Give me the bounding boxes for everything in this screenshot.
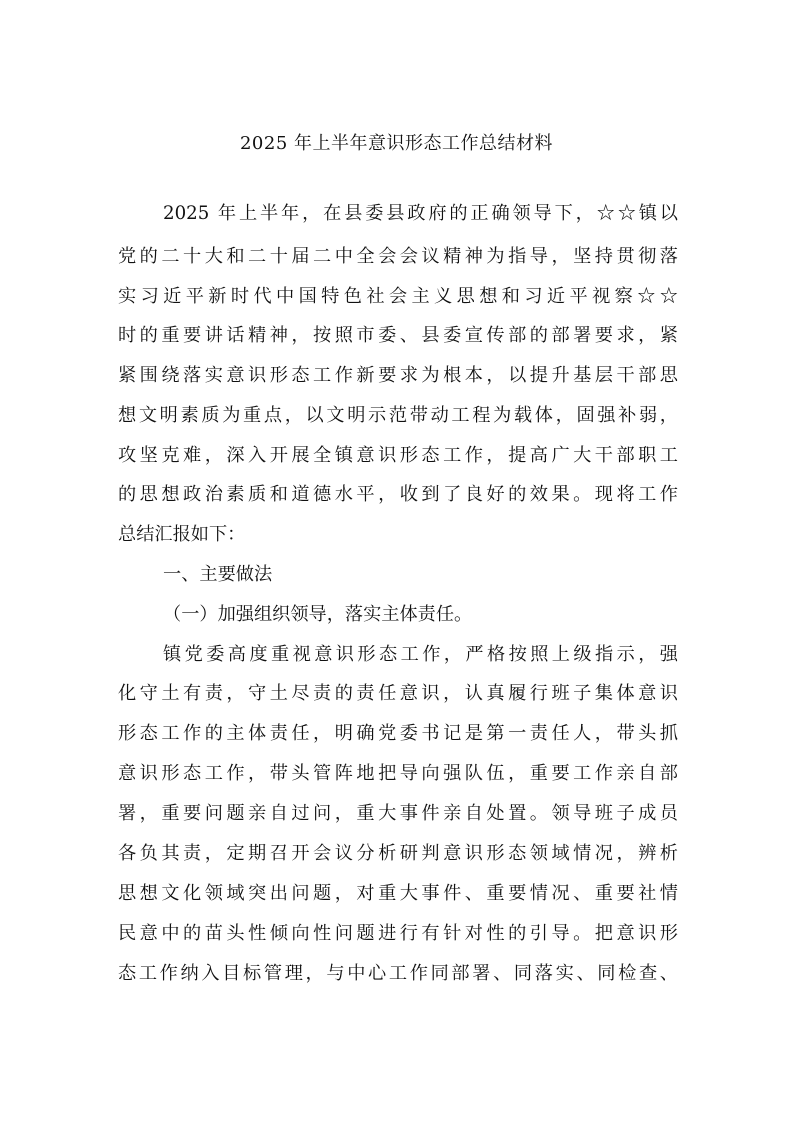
section-heading: 一、主要做法 [163, 564, 273, 585]
subsection-heading: （一）加强组织领导，落实主体责任。 [163, 604, 473, 625]
paragraph-line: 党的二十大和二十届二中全会会议精神为指导，坚持贯彻落 [118, 246, 678, 267]
paragraph-line: 实习近平新时代中国特色社会主义思想和习近平视察☆☆ [118, 286, 678, 307]
paragraph-line: 思想文化领域突出问题，对重大事件、重要情况、重要社情 [118, 883, 678, 904]
paragraph-line: 态工作纳入目标管理，与中心工作同部署、同落实、同检查、 [118, 963, 678, 984]
paragraph-line: 各负其责，定期召开会议分析研判意识形态领域情况，辨析 [118, 843, 678, 864]
paragraph-line: 攻坚克难，深入开展全镇意识形态工作，提高广大干部职工 [118, 445, 678, 466]
document-title: 2025 年上半年意识形态工作总结材料 [239, 133, 554, 154]
paragraph-line: 想文明素质为重点，以文明示范带动工程为载体，固强补弱， [118, 405, 678, 426]
paragraph-line: 署，重要问题亲自过问，重大事件亲自处置。领导班子成员 [118, 803, 678, 824]
paragraph-line: 镇党委高度重视意识形态工作，严格按照上级指示，强 [163, 644, 678, 665]
paragraph-line: 时的重要讲话精神，按照市委、县委宣传部的部署要求，紧 [118, 325, 678, 346]
paragraph-line: 意识形态工作，带头管阵地把导向强队伍，重要工作亲自部 [118, 763, 678, 784]
paragraph-line: 民意中的苗头性倾向性问题进行有针对性的引导。把意识形 [118, 923, 678, 944]
paragraph-line: 2025 年上半年，在县委县政府的正确领导下，☆☆镇以 [163, 203, 678, 224]
paragraph-line: 总结汇报如下： [118, 524, 246, 545]
paragraph-line: 的思想政治素质和道德水平，收到了良好的效果。现将工作 [118, 484, 678, 505]
paragraph-line: 化守土有责，守土尽责的责任意识，认真履行班子集体意识 [118, 683, 678, 704]
paragraph-line: 紧围绕落实意识形态工作新要求为根本，以提升基层干部思 [118, 365, 678, 386]
paragraph-line: 形态工作的主体责任，明确党委书记是第一责任人，带头抓 [118, 723, 678, 744]
